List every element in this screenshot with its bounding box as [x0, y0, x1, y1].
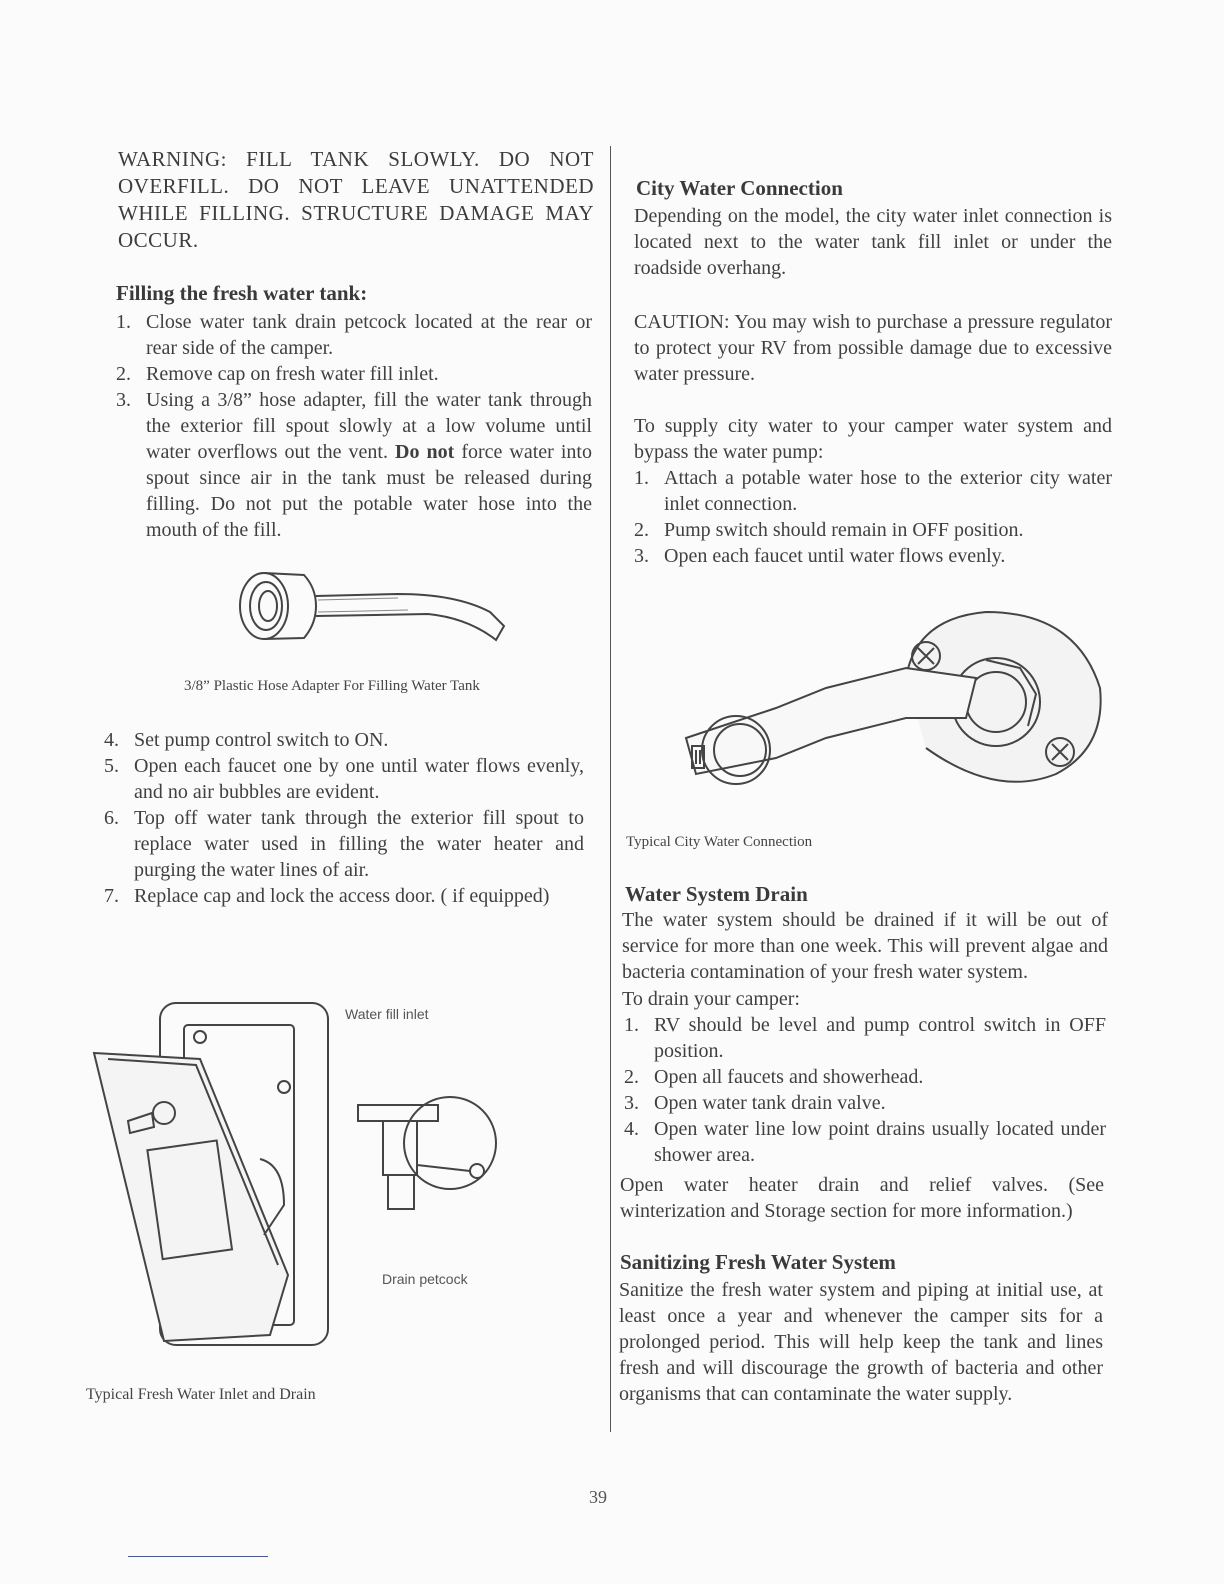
water-system-drain-heading: Water System Drain [625, 882, 808, 906]
list-item [116, 387, 592, 543]
step-number: 1. [634, 467, 649, 489]
list-item [624, 1116, 1106, 1168]
list-item [104, 805, 584, 883]
step-number: 4. [104, 729, 119, 751]
step-number: 2. [634, 519, 649, 541]
inlet-caption: Typical Fresh Water Inlet and Drain [86, 1386, 316, 1403]
step-text: Attach a potable water hose to the exterior city water inlet connection. [664, 467, 1112, 515]
column-divider [610, 146, 611, 1432]
city-water-connection-illustration [676, 598, 1106, 808]
city-water-caption: Typical City Water Connection [626, 834, 813, 850]
step-number: 3. [116, 389, 131, 411]
step-text: Open water tank drain valve. [654, 1092, 886, 1114]
filling-steps-list-continued [104, 727, 584, 909]
step-number: 1. [624, 1014, 639, 1036]
list-item [624, 1012, 1106, 1064]
filling-heading: Filling the fresh water tank: [116, 281, 368, 305]
step-number: 7. [104, 885, 119, 907]
step-text: RV should be level and pump control switch in OFF position. [654, 1014, 1106, 1062]
step-number: 2. [116, 363, 131, 385]
step-number: 3. [624, 1092, 639, 1114]
step-text: Set pump control switch to ON. [134, 729, 389, 751]
step-number: 1. [116, 311, 131, 333]
list-item [634, 543, 1112, 569]
city-water-steps-list [634, 465, 1112, 569]
city-water-text: Depending on the model, the city water inlet connection is located next to the water tank fill inlet or under the roadside overhang. [634, 205, 1112, 279]
list-item [104, 727, 584, 753]
supply-intro: To supply city water to your camper water system and bypass the water pump: [634, 415, 1112, 463]
step-text: Using a 3/8” hose adapter, fill the water tank through the exterior fill spout slowly at a low volume until water overflows out the vent. [146, 389, 592, 463]
fresh-water-inlet-illustration [88, 995, 508, 1355]
step-text: Replace cap and lock the access door. ( if equipped) [134, 885, 550, 907]
step-number: 6. [104, 807, 119, 829]
hose-adapter-illustration [228, 568, 518, 648]
step-text: Open each faucet until water flows evenly. [664, 545, 1006, 567]
list-item [634, 517, 1112, 543]
list-item [116, 309, 592, 361]
step-number: 3. [634, 545, 649, 567]
warning-notice: WARNING: FILL TANK SLOWLY. DO NOT OVERFILL. DO NOT LEAVE UNATTENDED WHILE FILLING. STRUCTURE DAMAGE MAY OCCUR. [118, 147, 594, 252]
step-text: Open all faucets and showerhead. [654, 1066, 924, 1088]
list-item [104, 753, 584, 805]
city-water-heading: City Water Connection [636, 176, 843, 200]
step-text: Open water line low point drains usually located under shower area. [654, 1118, 1106, 1166]
step-number: 4. [624, 1118, 639, 1140]
step-emphasis: Do not [395, 441, 455, 463]
drain-steps-list [624, 1012, 1106, 1168]
list-item [104, 883, 584, 909]
list-item [624, 1090, 1106, 1116]
list-item [116, 361, 592, 387]
list-item [624, 1064, 1106, 1090]
caution-notice: CAUTION: You may wish to purchase a pressure regulator to protect your RV from possible damage due to excessive water pressure. [634, 311, 1112, 385]
drain-intro: To drain your camper: [622, 988, 800, 1010]
bottom-rule [128, 1556, 268, 1557]
drain-text: The water system should be drained if it will be out of service for more than one week. This will prevent algae and bacteria contamination of your fresh water system. [622, 909, 1108, 983]
step-text: Open each faucet one by one until water flows evenly, and no air bubbles are evident. [134, 755, 584, 803]
step-number: 5. [104, 755, 119, 777]
step-text: Remove cap on fresh water fill inlet. [146, 363, 439, 385]
drain-after-text: Open water heater drain and relief valves. (See winterization and Storage section for more information.) [620, 1174, 1104, 1222]
water-fill-inlet-label: Water fill inlet [345, 1006, 429, 1022]
step-text: Close water tank drain petcock located at the rear or rear side of the camper. [146, 311, 592, 359]
drain-petcock-label: Drain petcock [382, 1271, 468, 1287]
step-number: 2. [624, 1066, 639, 1088]
sanitizing-heading: Sanitizing Fresh Water System [620, 1250, 896, 1274]
sanitizing-text: Sanitize the fresh water system and piping at initial use, at least once a year and whenever the camper sits for a prolonged period. This will help keep the tank and lines fresh and will discourage the growth of bacteria and other organisms that can contaminate the water supply. [619, 1279, 1103, 1405]
list-item [634, 465, 1112, 517]
adapter-caption: 3/8” Plastic Hose Adapter For Filling Water Tank [184, 678, 480, 694]
step-text: Top off water tank through the exterior fill spout to replace water used in filling the water heater and purging the water lines of air. [134, 807, 584, 881]
page-number: 39 [589, 1487, 607, 1507]
step-text-continued: force water into spout since air in the tank must be released during filling. Do not put the potable water hose into the mouth of the fill. [146, 441, 592, 541]
step-text: Pump switch should remain in OFF position. [664, 519, 1024, 541]
filling-steps-list [116, 309, 592, 543]
